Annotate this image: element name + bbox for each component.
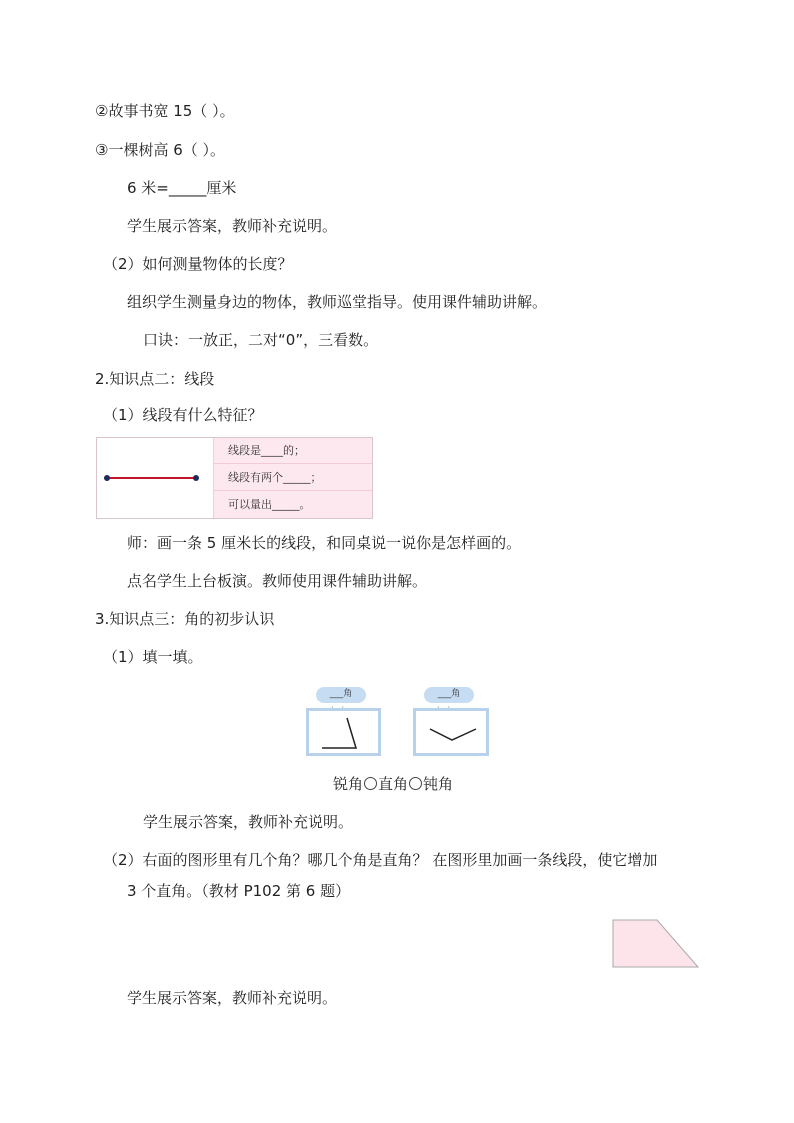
segment-row: 可以量出_____。 — [228, 498, 311, 511]
segment-endpoint — [104, 475, 110, 481]
segment-row: 线段是____的； — [214, 438, 372, 464]
choice-acute: 锐角 — [333, 775, 364, 793]
text-line: 3 个直角。（教材 P102 第 6 题） — [127, 882, 351, 900]
trapezoid-svg — [612, 919, 702, 971]
text-line: ②故事书宽 15（ ）。 — [95, 102, 235, 120]
angle-frame — [306, 708, 381, 756]
section-heading: （2）右面的图形里有几个角？哪几个角是直角？ 在图形里加画一条线段，使它增加 — [103, 851, 658, 869]
section-heading: （1）线段有什么特征？ — [103, 406, 263, 424]
text-line: 学生展示答案，教师补充说明。 — [127, 217, 338, 235]
trapezoid-shape — [613, 920, 698, 967]
segment-figure-svg — [97, 438, 213, 518]
text-line: ③一棵树高 6（ ）。 — [95, 141, 226, 159]
angle-lines — [430, 729, 476, 740]
text-line: 口诀：一放正，二对“0”，三看数。 — [143, 331, 379, 349]
section-heading: 2.知识点二：线段 — [95, 370, 215, 388]
text-line: 学生展示答案，教师补充说明。 — [127, 989, 338, 1007]
angle-label-pill: ___角 — [424, 687, 474, 703]
section-heading: 3.知识点三：角的初步认识 — [95, 610, 275, 628]
angle-figure-svg — [309, 711, 378, 753]
choice-right: 直角 — [378, 775, 409, 793]
text-line: 学生展示答案，教师补充说明。 — [143, 813, 354, 831]
angle-label-pill: ___角 — [316, 687, 366, 703]
text-line: 组织学生测量身边的物体，教师巡堂指导。使用课件辅助讲解。 — [127, 293, 548, 311]
text-line: 点名学生上台板演。教师使用课件辅助讲解。 — [127, 572, 428, 590]
section-heading: （1）填一填。 — [103, 648, 203, 666]
angle-lines — [322, 718, 356, 748]
segment-rows — [214, 438, 372, 518]
segment-row: 线段有两个_____； — [214, 465, 372, 491]
angle-frame — [413, 708, 489, 756]
section-heading: （2）如何测量物体的长度？ — [103, 255, 293, 273]
segment-endpoint — [193, 475, 199, 481]
choice-obtuse: 钝角 — [423, 775, 454, 793]
circle-blank — [364, 777, 377, 790]
angle-figure-svg — [416, 711, 486, 753]
angle-choices — [333, 773, 453, 794]
circle-blank — [409, 777, 422, 790]
segment-table — [96, 437, 373, 519]
segment-figure — [97, 438, 214, 518]
text-line: 师：画一条 5 厘米长的线段，和同桌说一说你是怎样画的。 — [127, 534, 522, 552]
trapezoid-figure — [612, 919, 702, 975]
text-line: 6 米=_____厘米 — [127, 179, 237, 197]
